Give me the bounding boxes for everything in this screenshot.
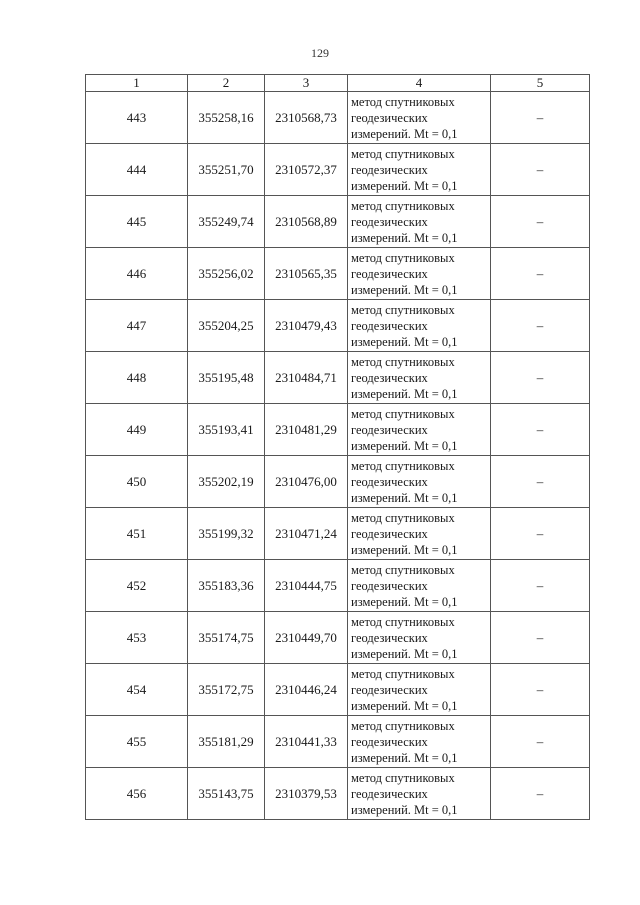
method-line: метод спутниковых	[351, 770, 455, 785]
point-number-cell: 446	[86, 248, 188, 300]
method-cell	[348, 300, 491, 352]
y-coordinate-cell: 2310568,89	[265, 196, 348, 248]
method-cell	[348, 144, 491, 196]
point-number-cell: 454	[86, 664, 188, 716]
point-number-cell: 455	[86, 716, 188, 768]
method-cell	[348, 404, 491, 456]
point-number-cell: 443	[86, 92, 188, 144]
method-cell	[348, 612, 491, 664]
note-cell: –	[491, 92, 590, 144]
table-row	[86, 664, 590, 716]
x-coordinate-cell: 355199,32	[188, 508, 265, 560]
method-line: измерений. Mt = 0,1	[351, 698, 458, 713]
note-cell: –	[491, 300, 590, 352]
method-line: метод спутниковых	[351, 406, 455, 421]
method-line: измерений. Mt = 0,1	[351, 386, 458, 401]
y-coordinate-cell: 2310572,37	[265, 144, 348, 196]
x-coordinate-cell: 355258,16	[188, 92, 265, 144]
header-col-3: 3	[265, 75, 348, 92]
method-cell	[348, 352, 491, 404]
note-cell: –	[491, 508, 590, 560]
method-line: метод спутниковых	[351, 198, 455, 213]
table-row	[86, 768, 590, 820]
note-cell: –	[491, 404, 590, 456]
method-line: геодезических	[351, 318, 428, 333]
y-coordinate-cell: 2310479,43	[265, 300, 348, 352]
x-coordinate-cell: 355143,75	[188, 768, 265, 820]
method-line: метод спутниковых	[351, 250, 455, 265]
note-cell: –	[491, 664, 590, 716]
x-coordinate-cell: 355249,74	[188, 196, 265, 248]
table-row	[86, 508, 590, 560]
header-col-4: 4	[348, 75, 491, 92]
point-number-cell: 453	[86, 612, 188, 664]
x-coordinate-cell: 355181,29	[188, 716, 265, 768]
method-line: измерений. Mt = 0,1	[351, 230, 458, 245]
method-line: геодезических	[351, 526, 428, 541]
note-cell: –	[491, 352, 590, 404]
point-number-cell: 451	[86, 508, 188, 560]
y-coordinate-cell: 2310441,33	[265, 716, 348, 768]
table-row	[86, 560, 590, 612]
note-cell: –	[491, 456, 590, 508]
table-row	[86, 404, 590, 456]
method-cell	[348, 508, 491, 560]
y-coordinate-cell: 2310565,35	[265, 248, 348, 300]
method-line: геодезических	[351, 474, 428, 489]
method-line: измерений. Mt = 0,1	[351, 802, 458, 817]
method-line: метод спутниковых	[351, 94, 455, 109]
y-coordinate-cell: 2310481,29	[265, 404, 348, 456]
note-cell: –	[491, 144, 590, 196]
method-line: геодезических	[351, 214, 428, 229]
method-line: метод спутниковых	[351, 458, 455, 473]
method-line: измерений. Mt = 0,1	[351, 646, 458, 661]
method-line: метод спутниковых	[351, 718, 455, 733]
method-line: метод спутниковых	[351, 302, 455, 317]
y-coordinate-cell: 2310379,53	[265, 768, 348, 820]
method-line: метод спутниковых	[351, 614, 455, 629]
method-line: геодезических	[351, 422, 428, 437]
method-cell	[348, 560, 491, 612]
x-coordinate-cell: 355195,48	[188, 352, 265, 404]
x-coordinate-cell: 355202,19	[188, 456, 265, 508]
method-line: измерений. Mt = 0,1	[351, 542, 458, 557]
method-line: метод спутниковых	[351, 354, 455, 369]
table-header-row	[86, 75, 590, 92]
method-line: геодезических	[351, 734, 428, 749]
table-row	[86, 300, 590, 352]
table-row	[86, 144, 590, 196]
method-line: измерений. Mt = 0,1	[351, 594, 458, 609]
note-cell: –	[491, 196, 590, 248]
method-line: измерений. Mt = 0,1	[351, 750, 458, 765]
method-cell	[348, 768, 491, 820]
y-coordinate-cell: 2310484,71	[265, 352, 348, 404]
method-cell	[348, 248, 491, 300]
point-number-cell: 452	[86, 560, 188, 612]
y-coordinate-cell: 2310446,24	[265, 664, 348, 716]
x-coordinate-cell: 355251,70	[188, 144, 265, 196]
method-cell	[348, 664, 491, 716]
method-line: метод спутниковых	[351, 562, 455, 577]
point-number-cell: 445	[86, 196, 188, 248]
y-coordinate-cell: 2310476,00	[265, 456, 348, 508]
y-coordinate-cell: 2310449,70	[265, 612, 348, 664]
table-body	[86, 92, 590, 820]
header-col-5: 5	[491, 75, 590, 92]
method-line: измерений. Mt = 0,1	[351, 438, 458, 453]
method-line: геодезических	[351, 630, 428, 645]
method-line: измерений. Mt = 0,1	[351, 490, 458, 505]
table-row	[86, 248, 590, 300]
point-number-cell: 447	[86, 300, 188, 352]
point-number-cell: 450	[86, 456, 188, 508]
method-cell	[348, 716, 491, 768]
table-row	[86, 196, 590, 248]
method-line: измерений. Mt = 0,1	[351, 334, 458, 349]
method-line: метод спутниковых	[351, 510, 455, 525]
method-line: геодезических	[351, 786, 428, 801]
method-line: геодезических	[351, 682, 428, 697]
header-col-2: 2	[188, 75, 265, 92]
note-cell: –	[491, 612, 590, 664]
y-coordinate-cell: 2310568,73	[265, 92, 348, 144]
method-line: геодезических	[351, 266, 428, 281]
x-coordinate-cell: 355256,02	[188, 248, 265, 300]
note-cell: –	[491, 716, 590, 768]
point-number-cell: 444	[86, 144, 188, 196]
method-line: измерений. Mt = 0,1	[351, 126, 458, 141]
method-line: геодезических	[351, 162, 428, 177]
x-coordinate-cell: 355204,25	[188, 300, 265, 352]
note-cell: –	[491, 768, 590, 820]
note-cell: –	[491, 248, 590, 300]
table-row	[86, 92, 590, 144]
point-number-cell: 449	[86, 404, 188, 456]
method-line: измерений. Mt = 0,1	[351, 178, 458, 193]
point-number-cell: 448	[86, 352, 188, 404]
y-coordinate-cell: 2310444,75	[265, 560, 348, 612]
x-coordinate-cell: 355172,75	[188, 664, 265, 716]
method-line: геодезических	[351, 110, 428, 125]
x-coordinate-cell: 355193,41	[188, 404, 265, 456]
method-cell	[348, 456, 491, 508]
table-row	[86, 716, 590, 768]
method-cell	[348, 196, 491, 248]
coordinates-table	[85, 74, 590, 820]
x-coordinate-cell: 355183,36	[188, 560, 265, 612]
point-number-cell: 456	[86, 768, 188, 820]
header-col-1: 1	[86, 75, 188, 92]
table-row	[86, 612, 590, 664]
table-row	[86, 352, 590, 404]
note-cell: –	[491, 560, 590, 612]
method-line: геодезических	[351, 578, 428, 593]
method-cell	[348, 92, 491, 144]
x-coordinate-cell: 355174,75	[188, 612, 265, 664]
method-line: метод спутниковых	[351, 146, 455, 161]
y-coordinate-cell: 2310471,24	[265, 508, 348, 560]
table-row	[86, 456, 590, 508]
method-line: геодезических	[351, 370, 428, 385]
page-number: 129	[311, 46, 329, 60]
method-line: измерений. Mt = 0,1	[351, 282, 458, 297]
method-line: метод спутниковых	[351, 666, 455, 681]
